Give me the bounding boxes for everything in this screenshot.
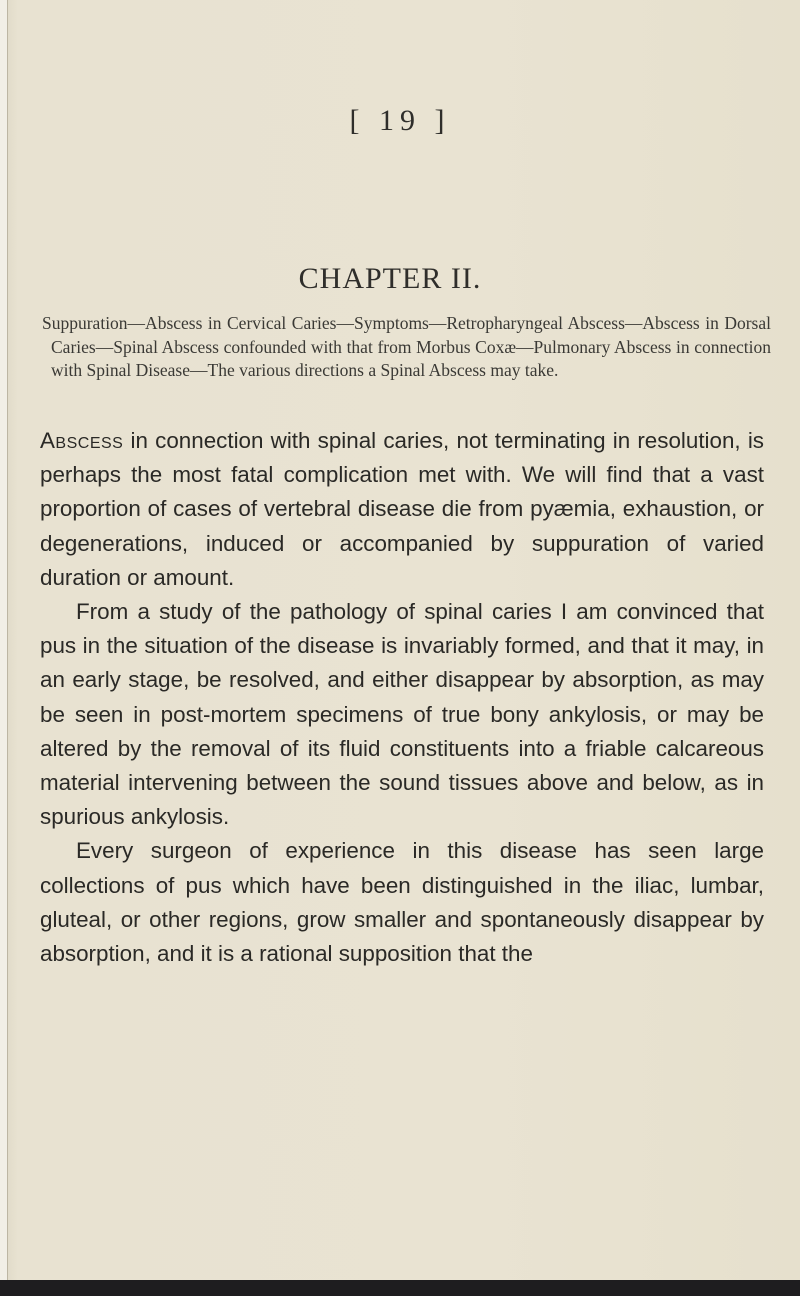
paragraph-1 — [40, 424, 764, 595]
paragraph-3: Every surgeon of experience in this disease has seen large collections of pus which have been distinguished in the iliac, lumbar, gluteal, or other regions, grow smaller and spontaneously disappear by absorption, and it is a rational supposition that the — [40, 838, 764, 967]
page-bottom-edge — [0, 1280, 800, 1296]
page-number: [ 19 ] — [349, 104, 451, 137]
chapter-synopsis: Suppuration—Abscess in Cervical Caries—Symptoms—Retropharyngeal Abscess—Abscess in Dorsal Caries—Spinal Abscess confounded with that from Morbus Coxæ—Pulmonary Abscess in connection with Spinal Disease—The various directions a Spinal Abscess may take. — [42, 313, 771, 381]
chapter-title: CHAPTER II. — [298, 262, 482, 295]
page-left-edge — [0, 0, 8, 1296]
paragraph-1-text: in connection with spinal caries, not terminating in resolution, is perhaps the most fatal complication met with. We will find that a vast proportion of cases of vertebral disease die from pyæmia, exhaustion, or degenerations, induced or accompanied by suppuration of varied duration or amount. — [40, 428, 764, 590]
paragraph-lead-word: Abscess — [40, 428, 124, 453]
paragraph-2: From a study of the pathology of spinal caries I am convinced that pus in the situation of the disease is invariably formed, and that it may, in an early stage, be resolved, and either disappear by absorption, as may be seen in post-mortem specimens of true bony ankylosis, or may be altered by the removal of its fluid constituents into a friable calcareous material intervening between the sound tissues above and below, as in spurious ankylosis. — [40, 599, 764, 830]
body-text — [40, 424, 764, 971]
